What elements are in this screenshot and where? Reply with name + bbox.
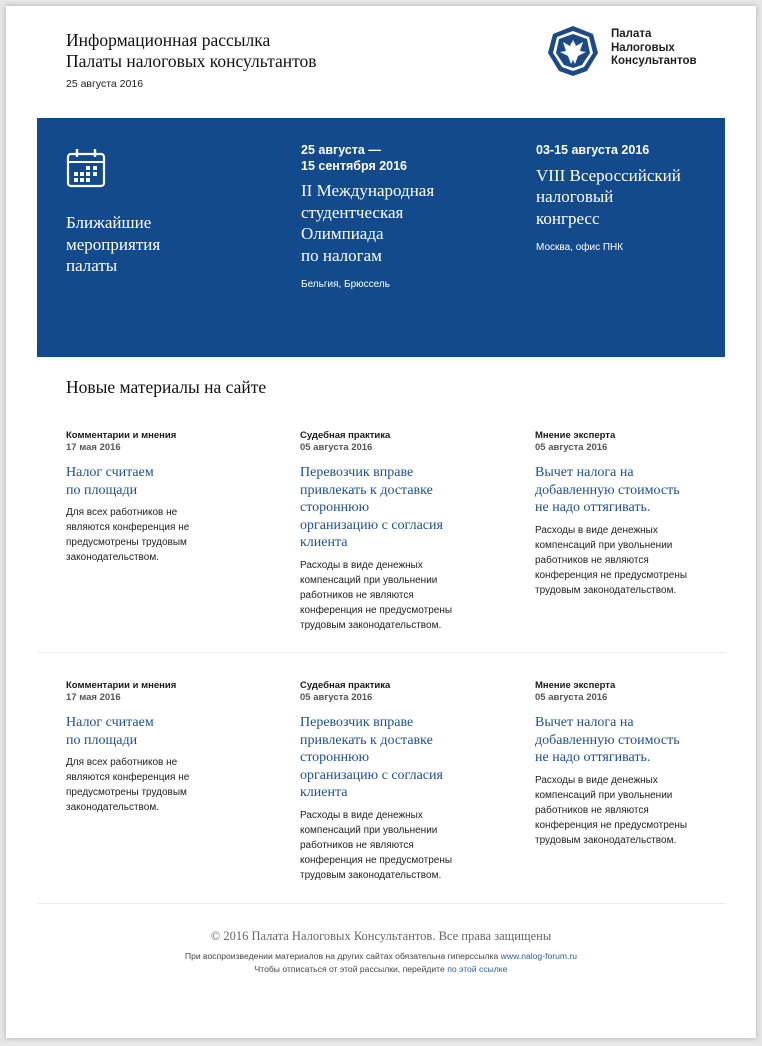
material-description: Расходы в виде денежных компенсаций при увольнении работников не являются конференция не предусмотрены трудовым законодательством. <box>300 809 453 881</box>
footer-divider <box>37 903 725 904</box>
upcoming-events-heading: Ближайшие мероприятия палаты <box>66 213 161 275</box>
material-card <box>66 430 256 565</box>
event-location: Москва, офис ПНК <box>536 242 624 253</box>
material-category: Мнение эксперта <box>535 680 616 691</box>
new-materials-heading: Новые материалы на сайте <box>66 377 267 397</box>
material-date: 05 августа 2016 <box>300 442 373 453</box>
material-description: Для всех работников не являются конференция не предусмотрены трудовым законодательством. <box>66 757 190 814</box>
event-date: 03-15 августа 2016 <box>536 143 650 157</box>
material-date: 17 мая 2016 <box>66 692 121 703</box>
material-category: Судебная практика <box>300 430 391 441</box>
material-title-link[interactable]: Налог считаем по площади <box>66 465 154 498</box>
material-date: 17 мая 2016 <box>66 442 121 453</box>
material-category: Комментарии и мнения <box>66 430 177 441</box>
upcoming-events-banner <box>37 118 725 357</box>
calendar-icon <box>66 148 106 188</box>
event-olympiad[interactable] <box>301 143 506 290</box>
material-card <box>535 680 725 848</box>
copyright-text: © 2016 Палата Налоговых Консультантов. Все права защищены <box>210 929 552 943</box>
material-card <box>300 430 490 633</box>
material-date: 05 августа 2016 <box>300 692 373 703</box>
material-card <box>535 430 725 598</box>
newsletter-page <box>6 6 756 1038</box>
event-title: II Международная студентческая Олимпиада по налогам <box>301 181 435 265</box>
event-title: VIII Всероссийский налоговый конгресс <box>536 165 681 228</box>
material-category: Мнение эксперта <box>535 430 616 441</box>
material-title-link[interactable]: Перевозчик вправе привлекать к доставке стороннюю организацию с согласия клиента <box>300 715 443 801</box>
material-date: 05 августа 2016 <box>535 692 608 703</box>
material-title-link[interactable]: Перевозчик вправе привлекать к доставке стороннюю организацию с согласия клиента <box>300 465 443 551</box>
material-title-link[interactable]: Вычет налога на добавленную стоимость не надо оттягивать. <box>535 715 680 766</box>
material-description: Расходы в виде денежных компенсаций при увольнении работников не являются конференция не предусмотрены трудовым законодательством. <box>535 524 688 596</box>
event-date: 25 августа — 15 сентября 2016 <box>301 143 408 173</box>
chamber-logo[interactable] <box>546 22 726 82</box>
material-date: 05 августа 2016 <box>535 442 608 453</box>
site-link[interactable]: www.nalog-forum.ru <box>500 951 578 961</box>
newsletter-header <box>66 30 317 90</box>
material-card <box>66 680 256 815</box>
material-category: Судебная практика <box>300 680 391 691</box>
material-description: Расходы в виде денежных компенсаций при увольнении работников не являются конференция не предусмотрены трудовым законодательством. <box>300 559 453 631</box>
unsubscribe-note: Чтобы отписаться от этой рассылки, перейдите по этой ссылке <box>254 964 508 974</box>
material-description: Для всех работников не являются конференция не предусмотрены трудовым законодательством. <box>66 507 190 564</box>
event-congress[interactable] <box>536 143 741 253</box>
logo-text: Палата Налоговых Консультантов <box>611 28 697 67</box>
eagle-emblem-icon <box>546 24 600 78</box>
event-location: Бельгия, Брюссель <box>301 279 390 290</box>
newsletter-title: Информационная рассылка Палаты налоговых консультантов <box>66 30 317 71</box>
row-divider <box>37 652 725 653</box>
material-category: Комментарии и мнения <box>66 680 177 691</box>
material-title-link[interactable]: Налог считаем по площади <box>66 715 154 748</box>
reproduction-note: При воспроизведении материалов на других сайтах обязательна гиперссылка www.nalog-forum.ru <box>184 951 578 961</box>
newsletter-date: 25 августа 2016 <box>66 78 144 90</box>
material-description: Расходы в виде денежных компенсаций при увольнении работников не являются конференция не предусмотрены трудовым законодательством. <box>535 774 688 846</box>
material-title-link[interactable]: Вычет налога на добавленную стоимость не надо оттягивать. <box>535 465 680 516</box>
unsubscribe-link[interactable]: по этой ссылке <box>447 964 508 974</box>
material-card <box>300 680 490 883</box>
